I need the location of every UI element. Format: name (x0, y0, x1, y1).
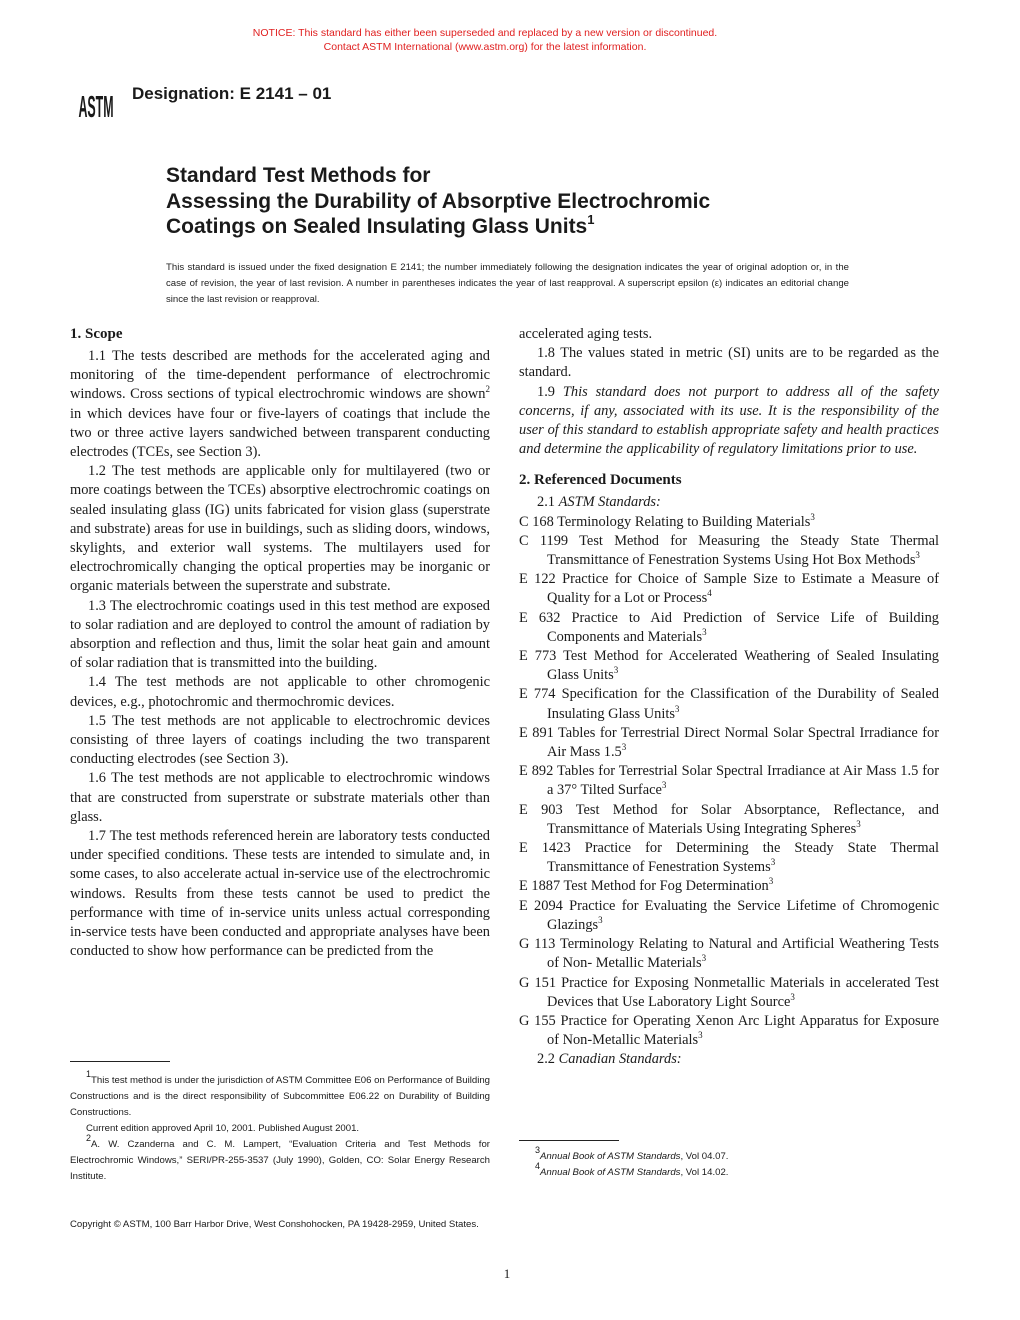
footnote-2-text: A. W. Czanderna and C. M. Lampert, “Evaluation Criteria and Test Methods for Electrochromic Windows,” SERI/PR-255-3537 (July 1990), Golden, CO: Solar Energy Research Institute. (70, 1139, 490, 1182)
reference-text: E 2094 Practice for Evaluating the Service Lifetime of Chromogenic Glazings (519, 897, 939, 933)
footnote-1-approval: Current edition approved April 10, 2001. Published August 2001. (86, 1123, 360, 1134)
issued-note: This standard is issued under the fixed designation E 2141; the number immediately following the designation indicates the year of original adoption or, in the case of revision, the year of last revision. A number in parentheses indicates the year of last reapproval. A superscript epsilon (ε) indicates an editorial change since the last revision or reapproval. (166, 262, 849, 305)
reference-item (519, 877, 939, 896)
footnote-4-title: Annual Book of ASTM Standards (540, 1167, 681, 1178)
reference-footnote-mark: 3 (621, 742, 627, 753)
para-1-2: 1.2 The test methods are applicable only for multilayered (two or more coatings between the TCEs) absorptive electrochromic coatings on sealed insulating glass (IG) units fabricated for vision glass (superstrate and substrate) areas for use in buildings, such as sliding doors, windows, skylights, and exterior wall systems. The multilayers used for electrochromically changing the optical properties may be inorganic or organic materials between the superstrate and substrate. (70, 463, 490, 595)
footnote-1-text: This test method is under the jurisdiction of ASTM Committee E06 on Performance of Building Constructions and is the direct responsibility of Subcommittee E06.22 on Durability of Building Constructions. (70, 1075, 490, 1118)
reference-footnote-mark: 3 (661, 780, 667, 791)
supersede-notice (0, 26, 970, 54)
para-1-7: 1.7 The test methods referenced herein are laboratory tests conducted under specified conditions. These tests are intended to simulate and, in some cases, to also accelerate actual in-service use of the electrochromic windows. Results from these tests cannot be used to predict the performance with time of in-service units unless actual corresponding in-service tests have been conducted and appropriate analyses have been conducted to show how performance can be predicted from the (70, 828, 490, 960)
reference-footnote-mark: 3 (770, 857, 776, 868)
reference-footnote-mark: 3 (598, 914, 603, 925)
reference-item (519, 609, 939, 647)
referenced-documents-heading: 2. Referenced Documents (519, 472, 682, 489)
footnote-4 (519, 1161, 939, 1181)
reference-footnote-mark: 3 (613, 665, 619, 676)
reference-text: E 891 Tables for Terrestrial Direct Normal Solar Spectral Irradiance for Air Mass 1.5 (519, 724, 939, 761)
footnote-3 (519, 1145, 939, 1165)
reference-text: E 1887 Test Method for Fog Determination (519, 878, 769, 895)
page-number: 1 (503, 1266, 511, 1281)
para-1-1 (70, 347, 490, 462)
sub-2-2-number: 2.2 (537, 1051, 559, 1068)
right-column (519, 325, 939, 1070)
footnotes-right (519, 1145, 939, 1181)
reference-footnote-mark: 3 (790, 991, 795, 1002)
reference-footnote-mark: 3 (701, 953, 707, 964)
reference-item (519, 897, 939, 935)
sub-2-2-text: Canadian Standards: (558, 1051, 682, 1068)
para-1-8: 1.8 The values stated in metric (SI) units are to be regarded as the standard. (519, 345, 939, 381)
para-1-1-b: in which devices have four or five-layers of coatings that include the two or three active layers sandwiched between transparent conducting electrodes (TCEs, see Section 3). (70, 405, 490, 461)
footnote-divider-right (519, 1140, 619, 1141)
para-1-9-number: 1.9 (537, 383, 563, 400)
reference-text: E 892 Tables for Terrestrial Solar Spectral Irradiance at Air Mass 1.5 for a 37° Tilted Surface (519, 763, 939, 799)
reference-text: C 168 Terminology Relating to Building Materials (519, 513, 811, 530)
designation: Designation: E 2141 – 01 (132, 84, 332, 103)
para-1-4: 1.4 The test methods are not applicable to other chromogenic devices, e.g., photochromic and thermochromic devices. (70, 674, 490, 710)
reference-text: E 1423 Practice for Determining the Steady State Thermal Transmittance of Fenestration Systems (519, 840, 939, 876)
reference-text: C 1199 Test Method for Measuring the Steady State Thermal Transmittance of Fenestration Systems Using Hot Box Methods (519, 532, 939, 569)
reference-item (519, 647, 939, 685)
astm-standards-subheading (519, 493, 939, 512)
para-1-3: 1.3 The electrochromic coatings used in this test method are exposed to solar radiation and are deployed to control the amount of radiation by absorption and reflection and thus, limit the solar heat gain and amount of solar radiation that is transmitted into the building. (70, 597, 490, 672)
reference-item (519, 570, 939, 608)
scope-heading: 1. Scope (70, 326, 123, 342)
footnote-2 (70, 1133, 490, 1185)
reference-item (519, 532, 939, 570)
reference-text: E 774 Specification for the Classification of the Durability of Sealed Insulating Glass Units (519, 686, 939, 722)
canadian-standards-subheading (519, 1050, 939, 1069)
reference-item (519, 513, 939, 532)
para-1-9 (519, 383, 939, 460)
footnote-1-mark: 1 (86, 1069, 92, 1079)
footnote-1 (70, 1069, 490, 1121)
reference-item (519, 839, 939, 877)
reference-list (519, 513, 939, 1051)
footnote-2-mark: 2 (86, 1133, 92, 1143)
title-line-3 (166, 214, 866, 240)
reference-footnote-mark: 4 (707, 588, 712, 599)
reference-item (519, 801, 939, 839)
title-line-3-text: Coatings on Sealed Insulating Glass Units (166, 215, 588, 238)
copyright-notice: Copyright © ASTM, 100 Barr Harbor Drive, West Conshohocken, PA 19428-2959, United States. (70, 1219, 479, 1230)
footnote-3-volume: , Vol 04.07. (680, 1151, 729, 1162)
reference-footnote-mark: 3 (674, 703, 680, 714)
left-column (70, 325, 490, 962)
reference-footnote-mark: 3 (698, 1030, 703, 1041)
footnote-3-mark: 3 (535, 1145, 541, 1155)
para-1-1-a: 1.1 The tests described are methods for the accelerated aging and monitoring of the time-dependent performance of electrochromic windows. Cross sections of typical electrochromic windows are shown (70, 348, 490, 403)
reference-item (519, 724, 939, 762)
para-1-9-text: This standard does not purport to address all of the safety concerns, if any, associated with its use. It is the responsibility of the user of this standard to establish appropriate safety and health practices and determine the applicability of regulatory limitations prior to use. (519, 383, 939, 458)
reference-text: E 122 Practice for Choice of Sample Size to Estimate a Measure of Quality for a Lot or Process (519, 571, 939, 607)
reference-item (519, 1012, 939, 1050)
reference-text: E 773 Test Method for Accelerated Weathering of Sealed Insulating Glass Units (519, 648, 939, 684)
title-footnote-mark: 1 (587, 212, 595, 227)
reference-item (519, 974, 939, 1012)
sub-2-1-number: 2.1 (537, 494, 559, 511)
reference-text: E 903 Test Method for Solar Absorptance, Reflectance, and Transmittance of Materials Using Integrating Spheres (519, 801, 939, 837)
reference-text: G 151 Practice for Exposing Nonmetallic Materials in accelerated Test Devices that Use Laboratory Light Source (519, 974, 939, 1010)
reference-item (519, 935, 939, 973)
astm-logo-icon (72, 77, 120, 123)
reference-footnote-mark: 3 (768, 876, 774, 887)
reference-text: G 155 Practice for Operating Xenon Arc Light Apparatus for Exposure of Non-Metallic Materials (519, 1012, 939, 1049)
footnote-4-mark: 4 (535, 1161, 541, 1171)
title-line-1: Standard Test Methods for (166, 164, 431, 187)
notice-line-1: NOTICE: This standard has either been superseded and replaced by a new version or discontinued. (252, 27, 718, 39)
footnotes-left (70, 1069, 490, 1185)
para-1-1-footnote-mark: 2 (485, 384, 490, 395)
notice-line-2: Contact ASTM International (www.astm.org) for the latest information. (323, 41, 647, 53)
reference-text: E 632 Practice to Aid Prediction of Service Life of Building Components and Materials (519, 609, 939, 645)
footnote-3-title: Annual Book of ASTM Standards (540, 1151, 681, 1162)
reference-footnote-mark: 3 (702, 626, 707, 637)
reference-text: G 113 Terminology Relating to Natural and Artificial Weathering Tests of Non- Metallic Materials (519, 936, 939, 972)
title-line-2: Assessing the Durability of Absorptive Electrochromic (166, 189, 711, 213)
sub-2-1-text: ASTM Standards: (558, 494, 661, 511)
reference-item (519, 762, 939, 800)
document-title (166, 163, 866, 240)
para-1-5: 1.5 The test methods are not applicable to electrochromic devices consisting of three layers of coatings including the two transparent conducting electrodes (see Section 3). (70, 712, 490, 768)
reference-footnote-mark: 3 (810, 511, 815, 522)
footnote-4-volume: , Vol 14.02. (680, 1167, 729, 1178)
para-1-6: 1.6 The test methods are not applicable to electrochromic windows that are constructed from superstrate or substrate materials other than glass. (70, 770, 490, 825)
reference-footnote-mark: 3 (915, 550, 920, 561)
para-1-7-continued: accelerated aging tests. (519, 326, 653, 342)
footnote-divider-left (70, 1061, 170, 1062)
reference-footnote-mark: 3 (856, 818, 861, 829)
logo-text: ASTM (78, 90, 114, 123)
reference-item (519, 685, 939, 723)
